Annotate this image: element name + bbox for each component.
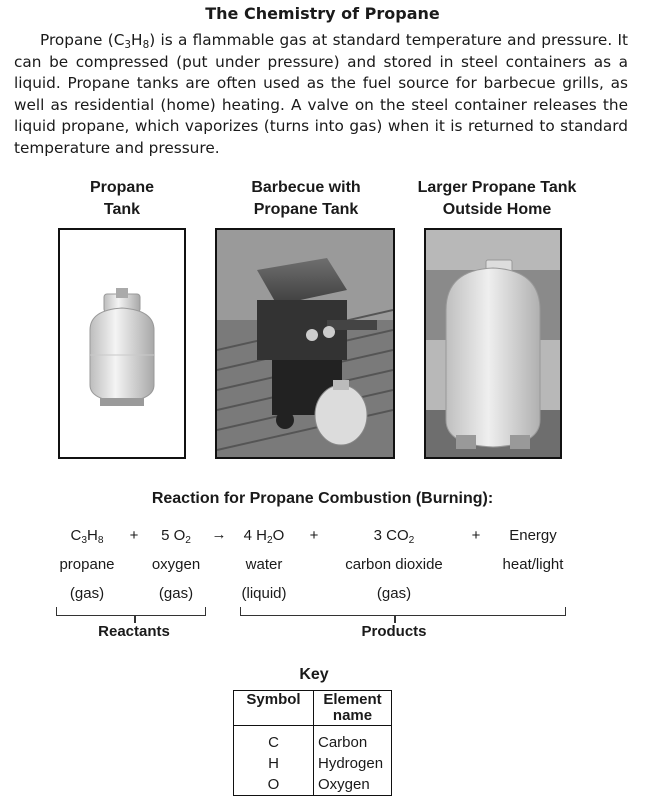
co2-formula: 3 $CO_2$ (373, 527, 415, 547)
symbol-cell: O (234, 774, 314, 796)
caption-propane-tank: Propane Tank (89, 179, 154, 218)
water-name: water (245, 556, 283, 573)
reactants-bracket (56, 607, 206, 616)
co2-name: carbon dioxide (345, 556, 443, 573)
element-cell: Hydrogen (314, 753, 392, 774)
element-key-table (233, 690, 392, 796)
propane-state: (gas) (69, 585, 105, 602)
propane-tank-photo (58, 228, 186, 459)
symbol-header: Symbol (234, 691, 314, 726)
propane-name: propane (59, 556, 115, 573)
products-label: Products (361, 623, 427, 640)
energy-name: heat/light (502, 556, 564, 573)
reaction-arrow-icon: → (211, 526, 227, 543)
table-row (234, 774, 392, 796)
reaction-title: Reaction for Propane Combustion (Burning): (151, 490, 494, 507)
plus-sign: + (129, 527, 139, 544)
symbol-cell: H (234, 753, 314, 774)
propane-formula: $C_3H_8$ (70, 527, 104, 547)
element-name-header: Element name (314, 691, 392, 726)
caption-large-tank: Larger Propane Tank Outside Home (417, 179, 577, 218)
oxygen-name: oxygen (151, 556, 201, 573)
symbol-cell: C (234, 726, 314, 754)
element-cell: Oxygen (314, 774, 392, 796)
page-title: The Chemistry of Propane (205, 4, 440, 23)
intro-paragraph: Propane $(C_3H_8)$ is a flammable gas at standard temperature and pressure. It can be compressed (put under pressure) and stored in steel containers as a liquid. Propane tanks are often used as the fuel source for barbecue grills, as well as residential (home) heating. A valve on the steel container releases the liquid propane, which vaporizes (turns into gas) when it is returned to standard temperature and pressure. (14, 31, 629, 157)
table-row (234, 753, 392, 774)
plus-sign: + (309, 527, 319, 544)
key-title: Key (299, 666, 329, 683)
barbecue-photo (215, 228, 395, 459)
oxygen-formula: 5 $O_2$ (161, 527, 191, 547)
oxygen-state: (gas) (158, 585, 194, 602)
water-formula: 4 $H_2O$ (243, 527, 285, 547)
reactants-bracket-tick (134, 616, 136, 623)
products-bracket-tick (394, 616, 396, 623)
co2-state: (gas) (376, 585, 412, 602)
plus-sign: + (471, 527, 481, 544)
table-row (234, 726, 392, 754)
products-bracket (240, 607, 566, 616)
energy-label: Energy (509, 527, 557, 544)
element-cell: Carbon (314, 726, 392, 754)
reactants-label: Reactants (98, 623, 170, 640)
water-state: (liquid) (241, 585, 287, 602)
large-tank-photo (424, 228, 562, 459)
caption-barbecue: Barbecue with Propane Tank (251, 179, 361, 218)
